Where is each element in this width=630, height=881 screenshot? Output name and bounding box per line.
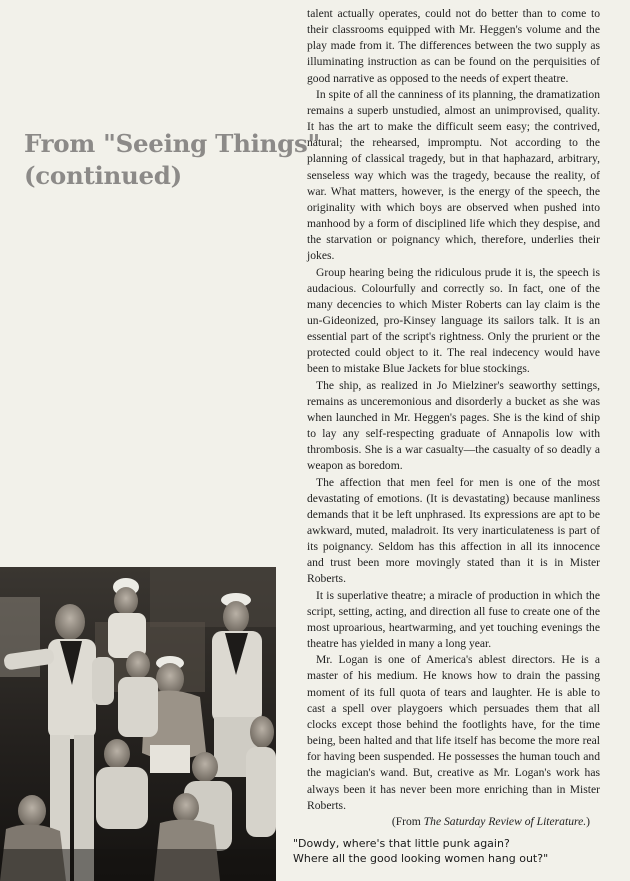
caption-line-2: Where all the good looking women hang out?" — [293, 852, 549, 865]
article-paragraph: The affection that men feel for men is one of the most devastating of emotions. (It is devastating) because manliness demands that it be left unphrased. Its expressions are apt to be awkward, muted, maladroit. Its very inarticulateness is part of its poignancy. Seldom has this affection in all its innocence and trust been more movingly stated than it is in Mister Roberts. — [307, 475, 600, 586]
attribution-source: The Saturday Review of Literature. — [423, 814, 587, 828]
attribution-suffix: ) — [586, 814, 590, 828]
article-paragraph: It is superlative theatre; a miracle of production in which the script, setting, acting, and direction all fuse to create one of the most uproarious, heartwarming, and yet touching evenings the theatre has yielded in many a long year. — [307, 588, 600, 651]
heading-line-1: From "Seeing Things" — [24, 129, 320, 158]
heading-line-2: (continued) — [24, 161, 182, 190]
article-paragraph: In spite of all the canniness of its planning, the dramatization remains a superb unstudied, almost an unimprovised, quality. It has the art to make the difficult seem easy; the contrived, natural; the rehearsed, impromptu. Not according to the planning of classical tragedy, but in that haphazard, arbitrary, senseless way which was the tragedy, because the reality, of war. What matters, however, is the energy of the speech, the originality with which boys are observed when pushed into manhood by a form of disciplined life which they despise, and the starvation or poignancy which, therefore, underlies their jokes. — [307, 87, 600, 263]
article-body — [307, 6, 600, 830]
production-photo — [0, 567, 276, 881]
attribution — [307, 814, 600, 830]
article-paragraph: talent actually operates, could not do better than to come to their classrooms equipped with Mr. Heggen's volume and the play made from it. The differences between the two supply as illuminating instruction as can be found on the perquisities of good narrative as opposed to the needs of expert theatre. — [307, 7, 600, 85]
photo-illustration — [0, 567, 276, 881]
article-paragraph: Mr. Logan is one of America's ablest directors. He is a master of his medium. He knows how to drain the passing moment of its full quota of tears and laughter. He is able to cast a spell over playgoers which persuades them that all clocks except those behind the footlights have, for the time being, been halted and that life itself has become the more real for having been suspended. He possesses the human touch and the magician's wand. But, creative as Mr. Logan's work has always been it has never been more enriching than in Mister Roberts. — [307, 653, 600, 812]
section-heading — [24, 128, 320, 192]
article-paragraph: Group hearing being the ridiculous prude it is, the speech is audacious. Colourfully and correctly so. In fact, one of the many decencies to which Mister Roberts can lay claim is the un-Gideonized, pro-Kinsey language its sailors talk. It is an essential part of the script's rightness. Only the prurient or the protected could object to it. The real indecency would have been to mistake Blue Jackets for blue stockings. — [307, 265, 600, 376]
caption-line-1: "Dowdy, where's that little punk again? — [293, 837, 510, 850]
photo-caption — [293, 836, 613, 866]
article-paragraph: The ship, as realized in Jo Mielziner's seaworthy settings, remains as unceremonious and disorderly a bucket as she was when launched in Mr. Heggen's pages. She is the kind of ship to lay any self-respecting graduate of Annapolis low with thrombosis. She is a war casualty—the casualty of so deadly a weapon as boredom. — [307, 378, 600, 473]
attribution-prefix: (From — [391, 814, 424, 828]
